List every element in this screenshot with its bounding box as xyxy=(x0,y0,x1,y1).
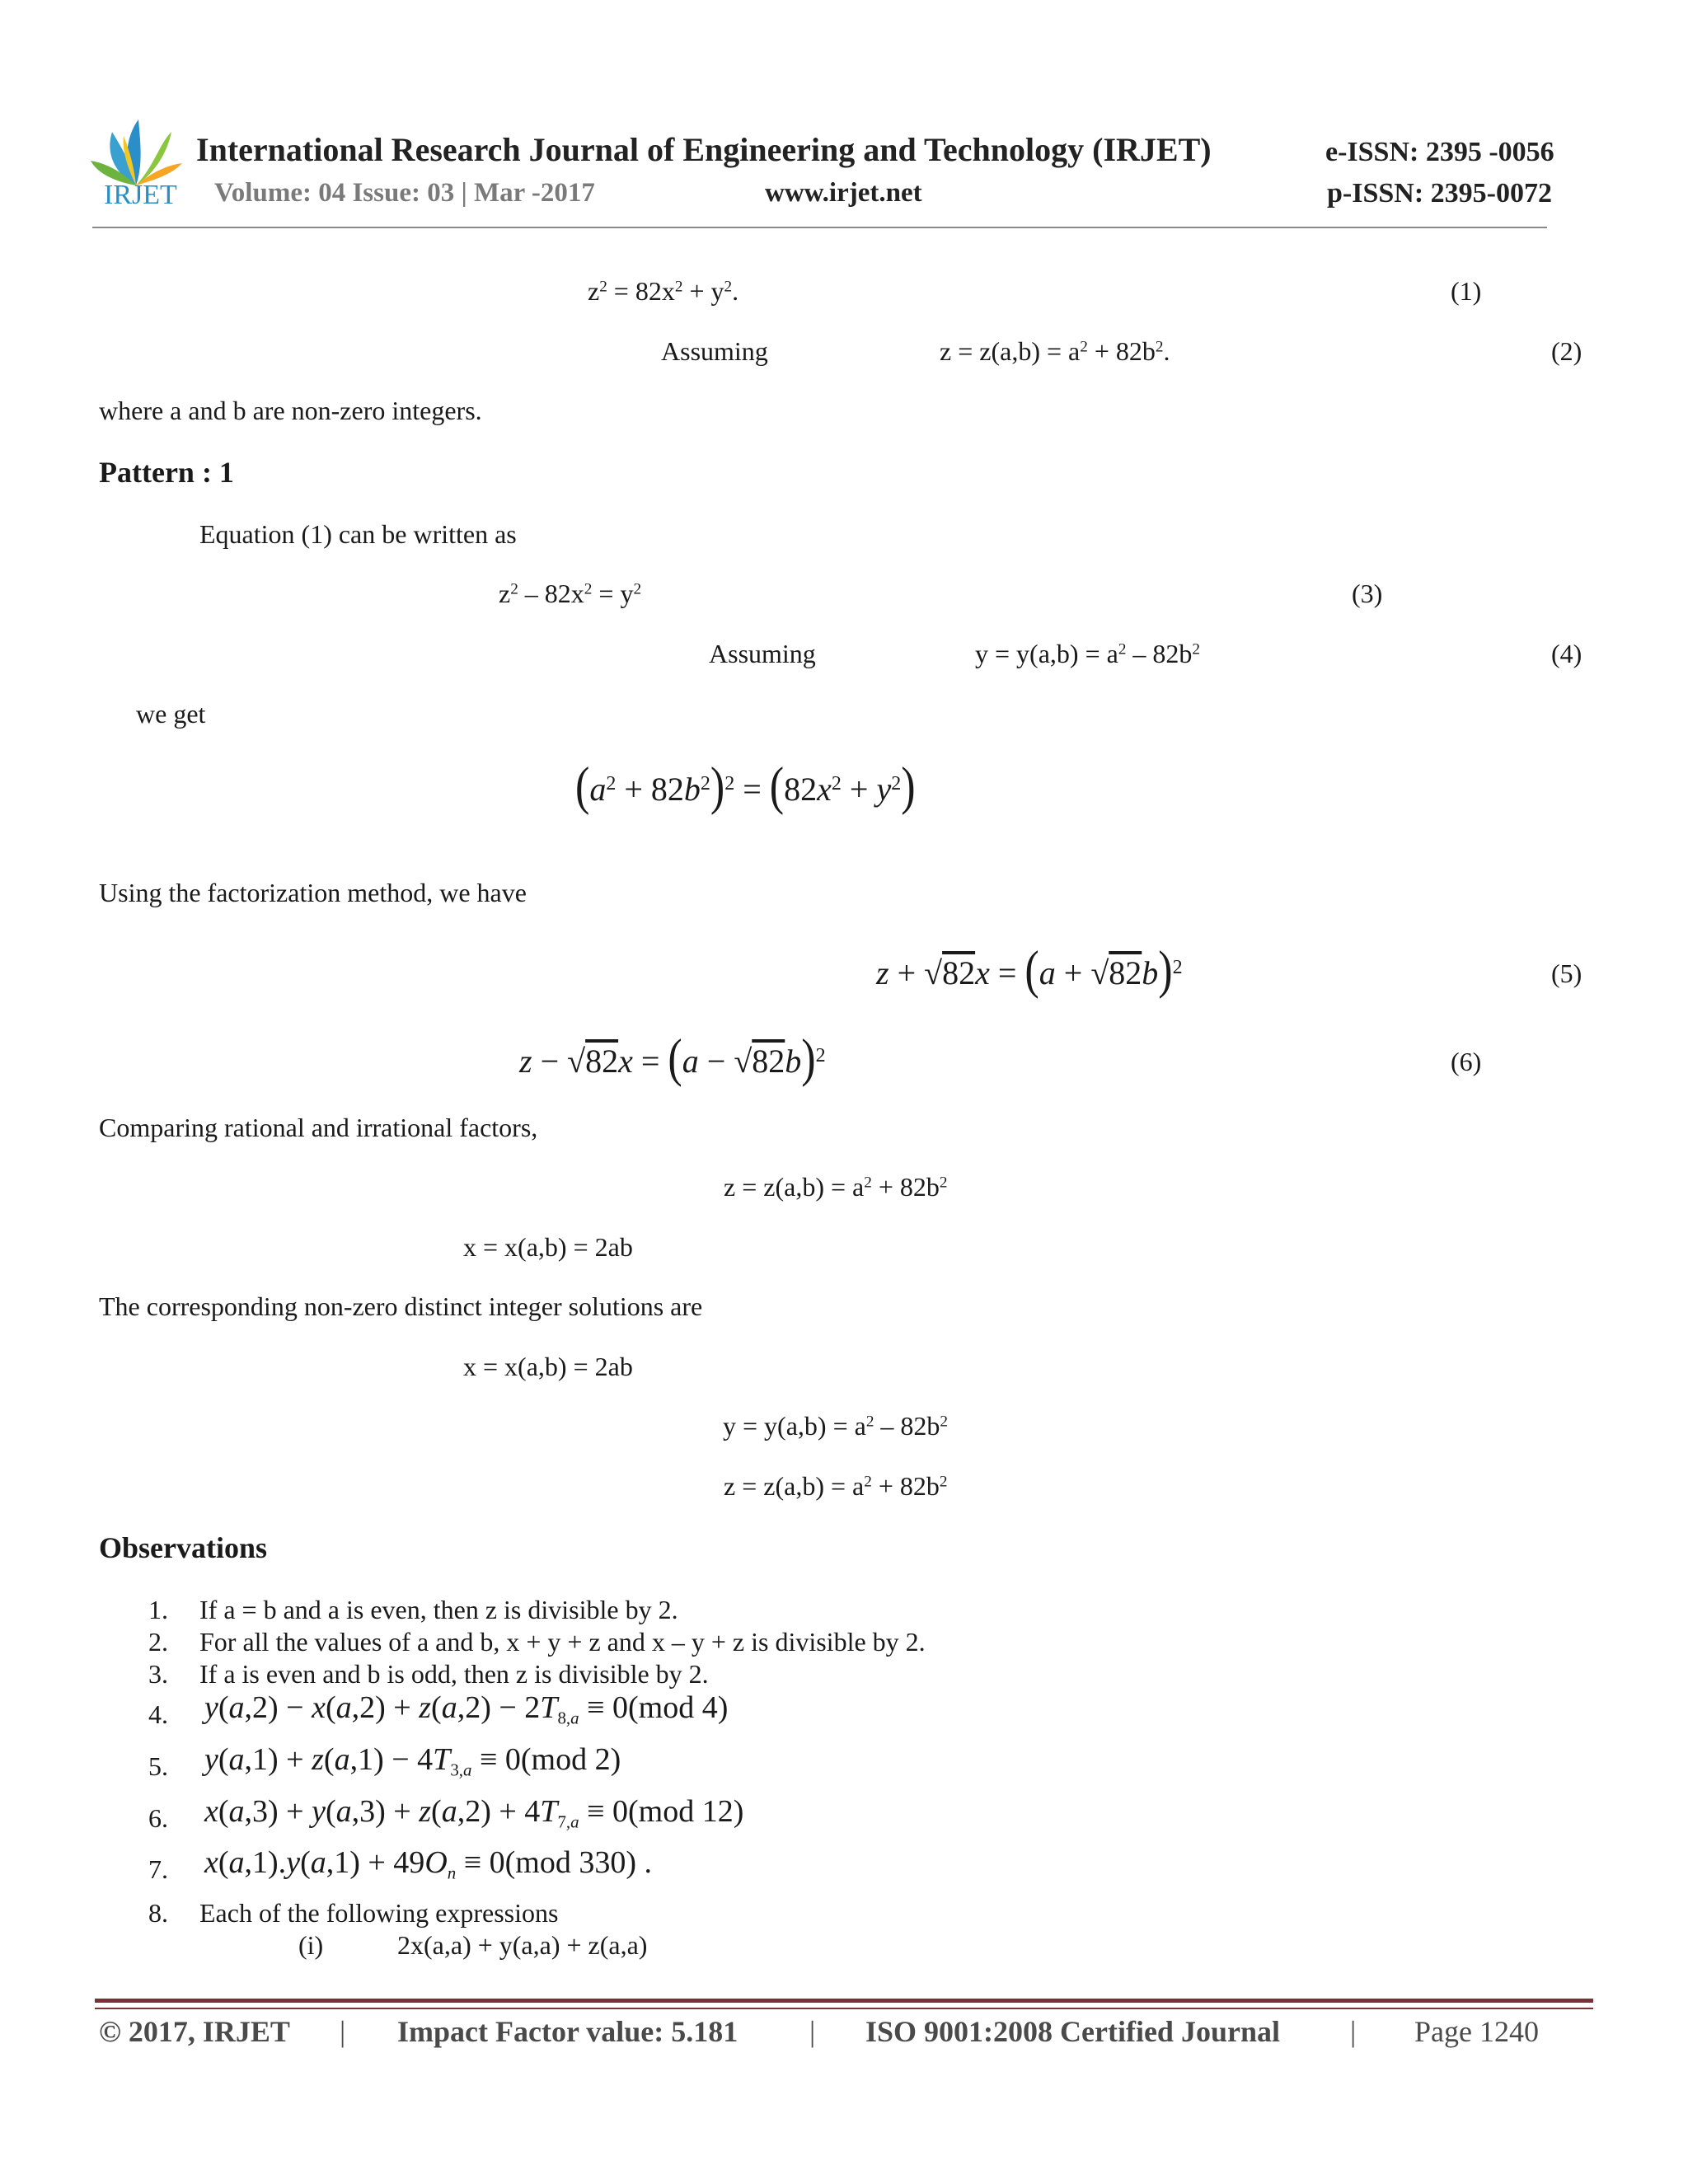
p-issn: p-ISSN: 2395-0072 xyxy=(1327,178,1552,209)
z-solution: $z = z(a,b) = a^2 + 82b^2$ xyxy=(724,1471,948,1501)
journal-title: International Research Journal of Engineering and Technology (IRJET) xyxy=(196,131,1212,168)
footer-separator-3: | xyxy=(1350,2015,1357,2048)
equation-written-text: Equation (1) can be written as xyxy=(199,519,517,549)
footer-rule-thick xyxy=(95,1999,1593,2003)
obs-5-number: 5. xyxy=(148,1751,168,1781)
equation-6: $z - √82x = (a - √82b)^2$ xyxy=(519,1029,826,1089)
observations-heading: Observations xyxy=(99,1531,268,1564)
sub-item-label: (i) xyxy=(298,1930,324,1960)
obs-7-number: 7. xyxy=(148,1854,168,1884)
e-issn: e-ISSN: 2395 -0056 xyxy=(1325,137,1554,167)
pattern-heading: Pattern : 1 xyxy=(99,456,234,489)
obs-5-formula: $y(a,1) + z(a,1) - 4T_{3,a} \equiv 0(mod$ 2) xyxy=(204,1742,621,1780)
volume-issue: Volume: 04 Issue: 03 | Mar -2017 xyxy=(214,178,595,208)
y-solution: $y = y(a,b) = a^2 - 82b^2$ xyxy=(723,1411,948,1441)
footer-iso: ISO 9001:2008 Certified Journal xyxy=(865,2015,1280,2048)
z-expression-rhs: + 82b xyxy=(871,1172,940,1202)
factorization-text: Using the factorization method, we have xyxy=(99,878,527,907)
equation-3-number: (3) xyxy=(1352,579,1383,608)
we-get-text: we get xyxy=(136,699,206,729)
equation-5: $z + √82x = (a + √82b)^2$ xyxy=(876,940,1183,1001)
irjet-logo xyxy=(89,115,184,214)
obs-8-text: Each of the following expressions xyxy=(199,1898,559,1928)
equation-6-number: (6) xyxy=(1451,1047,1482,1076)
y-solution-lhs: y = y(a,b) = a xyxy=(723,1411,866,1441)
equation-4-number: (4) xyxy=(1551,639,1582,668)
equation-1-number: (1) xyxy=(1451,276,1482,306)
equation-3: $z^2 - 82x^2 = y^2$ xyxy=(499,579,642,608)
z-solution-lhs: z = z(a,b) = a xyxy=(724,1471,865,1501)
obs-4-formula: $y(a,2) - x(a,2) + z(a,2) - 2T_{8,a} \equiv 0(mod$ 4) xyxy=(204,1690,729,1728)
x-expression: x = x(a,b) = 2ab xyxy=(463,1232,633,1262)
display-equation: $(a^2 + 82b^2)^2 = (82x^2 + y^2)$ xyxy=(575,757,916,817)
obs-6-number: 6. xyxy=(148,1803,168,1833)
z-expression-lhs: z = z(a,b) = a xyxy=(724,1172,865,1202)
z-expression: $z = z(a,b) = a^2 + 82b^2$ xyxy=(724,1172,948,1202)
equation-2-number: (2) xyxy=(1551,336,1582,366)
assuming-label-2: Assuming xyxy=(709,639,816,668)
sub-item-expression: 2x(a,a) + y(a,a) + z(a,a) xyxy=(397,1930,648,1960)
obs-3-text: If a is even and b is odd, then z is divisible by 2. xyxy=(199,1659,709,1689)
footer-separator-2: | xyxy=(809,2015,816,2048)
y-solution-rhs: – 82b xyxy=(874,1411,940,1441)
obs-2-text: For all the values of a and b, x + y + z and x – y + z is divisible by 2. xyxy=(199,1627,926,1657)
footer-separator-1: | xyxy=(340,2015,346,2048)
obs-7-formula: $x(a,1).y(a,1) + 49O_n \equiv 0(mod$ 330) . xyxy=(204,1845,653,1883)
obs-6-formula: $x(a,3) + y(a,3) + z(a,2) + 4T_{7,a} \equiv 0(mod$ 12) xyxy=(204,1794,744,1832)
obs-2-number: 2. xyxy=(148,1627,168,1657)
obs-1-text: If a = b and a is even, then z is divisible by 2. xyxy=(199,1595,678,1624)
logo-leaves-icon xyxy=(89,115,184,190)
where-text: where a and b are non-zero integers. xyxy=(99,396,482,425)
footer-impact-factor: Impact Factor value: 5.181 xyxy=(397,2015,738,2048)
comparing-text: Comparing rational and irrational factors, xyxy=(99,1113,538,1142)
x-solution: x = x(a,b) = 2ab xyxy=(463,1352,633,1381)
corresponding-text: The corresponding non-zero distinct integer solutions are xyxy=(99,1291,703,1321)
footer-page-number: Page 1240 xyxy=(1414,2015,1539,2048)
footer-rule-thin xyxy=(95,2008,1593,2009)
obs-1-number: 1. xyxy=(148,1595,168,1624)
logo-text: IRJET xyxy=(104,180,177,210)
equation-2: $z = z(a,b) = a^2 + 82b^2$. xyxy=(940,336,1170,366)
assuming-label: Assuming xyxy=(661,336,768,366)
footer-copyright: © 2017, IRJET xyxy=(99,2015,290,2048)
obs-3-number: 3. xyxy=(148,1659,168,1689)
obs-4-number: 4. xyxy=(148,1699,168,1729)
journal-website[interactable]: www.irjet.net xyxy=(765,178,922,208)
obs-8-number: 8. xyxy=(148,1898,168,1928)
equation-1: $z^2 = 82x^2 + y^2$. xyxy=(588,276,739,306)
z-solution-rhs: + 82b xyxy=(871,1471,940,1501)
equation-5-number: (5) xyxy=(1551,958,1582,988)
header-divider xyxy=(92,227,1547,228)
equation-4: $y = y(a,b) = a^2 - 82b^2$ xyxy=(975,639,1200,668)
